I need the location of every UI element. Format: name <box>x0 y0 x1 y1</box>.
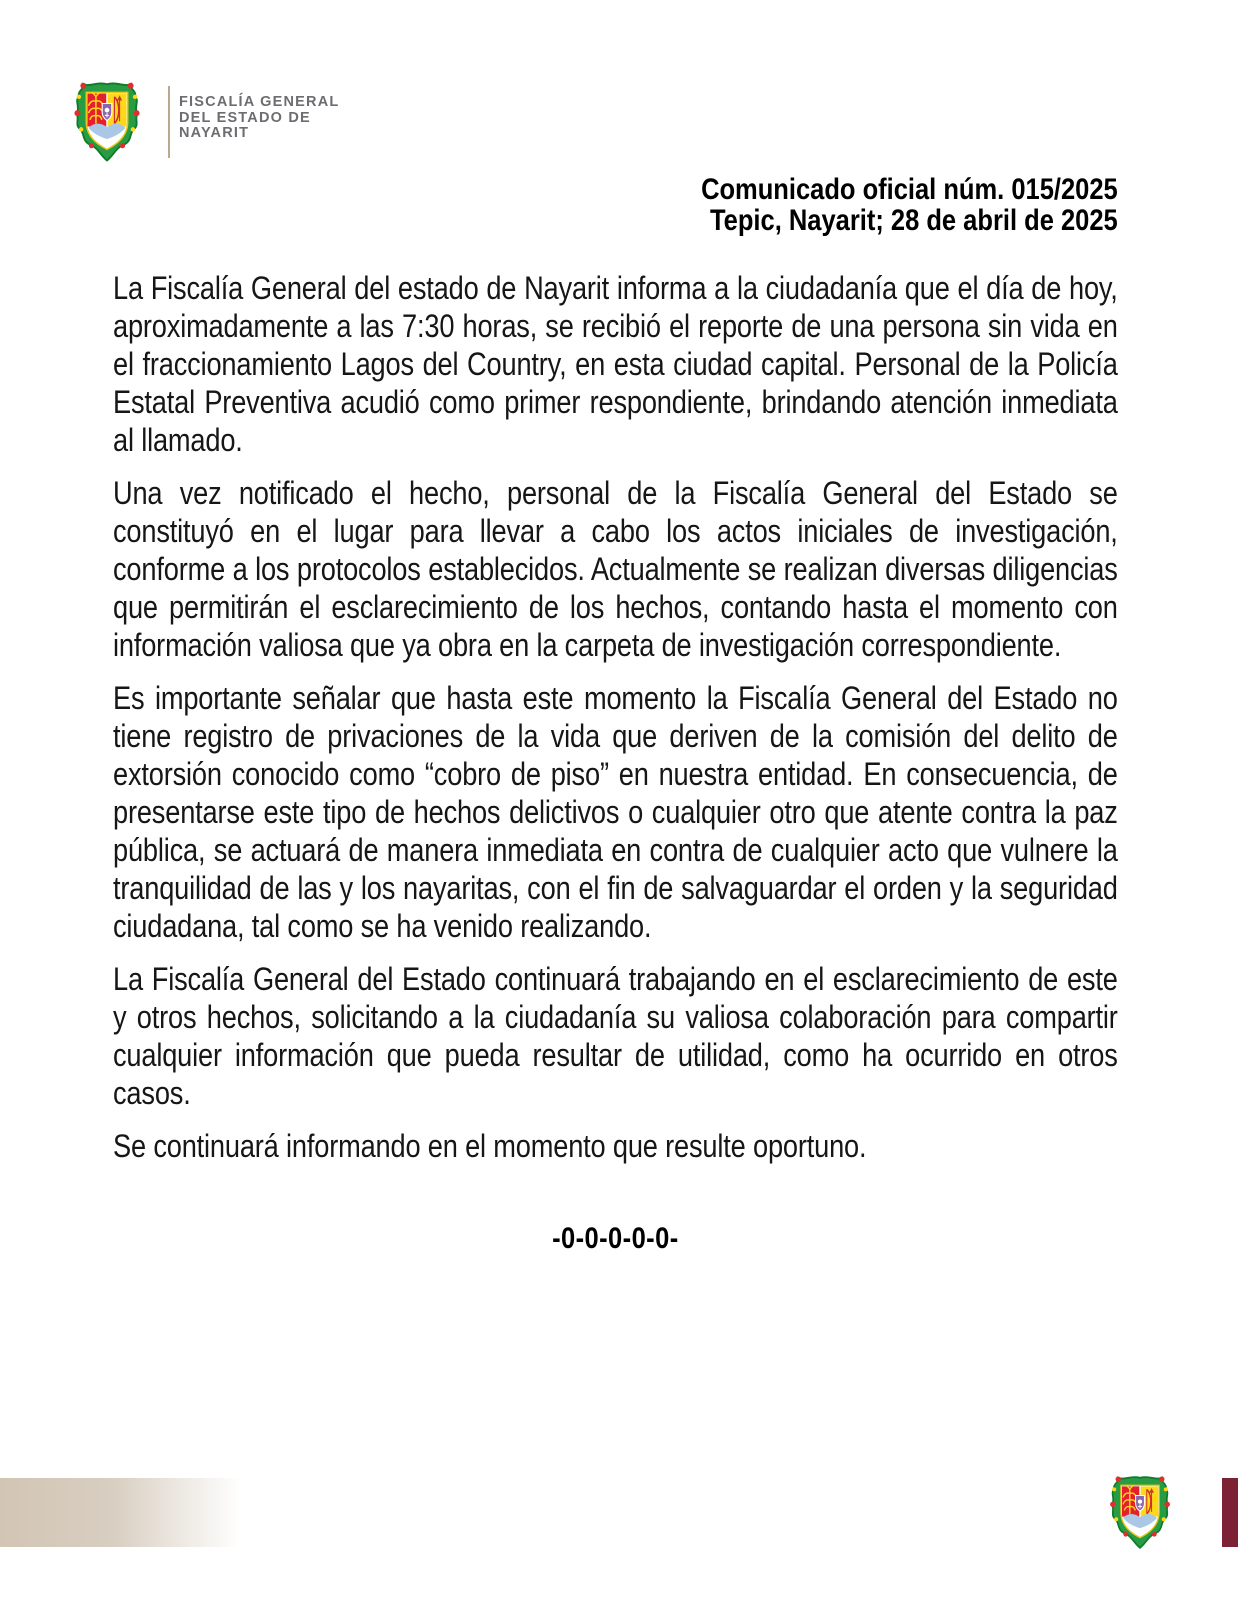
communique-dateline: Tepic, Nayarit; 28 de abril de 2025 <box>709 204 1118 237</box>
body-paragraph: Se continuará informando en el momento que resulte oportuno. <box>113 1128 867 1164</box>
org-name-line1: FISCALÍA GENERAL <box>179 94 340 110</box>
footer-gradient-bar <box>0 1478 248 1547</box>
body-paragraph: Una vez notificado el hecho, personal de la Fiscalía General del Estado se constituyó en el lugar para llevar a cabo los actos iniciales de investigación, conforme a los protocolos establecidos. Actualmente se realizan diversas diligencias que permitirán el esclarecimiento de los hechos, contando hasta el momento con información valiosa que ya obra en la carpeta de investigación correspondiente. <box>113 475 1118 663</box>
end-mark: -0-0-0-0-0- <box>552 1222 679 1255</box>
communique-header <box>113 174 1118 236</box>
org-name-line3: NAYARIT <box>179 125 250 141</box>
content-column <box>113 0 1118 1600</box>
footer-maroon-bar <box>1222 1478 1238 1547</box>
body-paragraph: La Fiscalía General del Estado continuará trabajando en el esclarecimiento de este y otros hechos, solicitando a la ciudadanía su valiosa colaboración para compartir cualquier información que pueda resultar de utilidad, como ha ocurrido en otros casos. <box>113 961 1118 1111</box>
org-name-line2: DEL ESTADO DE <box>179 109 311 126</box>
communique-number: Comunicado oficial núm. 015/2025 <box>701 173 1118 206</box>
body-paragraph: La Fiscalía General del estado de Nayarit informa a la ciudadanía que el día de hoy, aproximadamente a las 7:30 horas, se recibió el reporte de una persona sin vida en el fraccionamiento Lagos del Country, en esta ciudad capital. Personal de la Policía Estatal Preventiva acudió como primer respondiente, brindando atención inmediata al llamado. <box>113 270 1118 458</box>
footer-nayarit-crest-icon <box>1106 1474 1174 1551</box>
communique-body <box>113 269 1118 1258</box>
body-paragraph: Es importante señalar que hasta este momento la Fiscalía General del Estado no tiene registro de privaciones de la vida que deriven de la comisión del delito de extorsión conocido como “cobro de piso” en nuestra entidad. En consecuencia, de presentarse este tipo de hechos delictivos o cualquier otro que atente contra la paz pública, se actuará de manera inmediata en contra de cualquier acto que vulnere la tranquilidad de las y los nayaritas, con el fin de salvaguardar el orden y la seguridad ciudadana, tal como se ha venido realizando. <box>113 680 1118 944</box>
